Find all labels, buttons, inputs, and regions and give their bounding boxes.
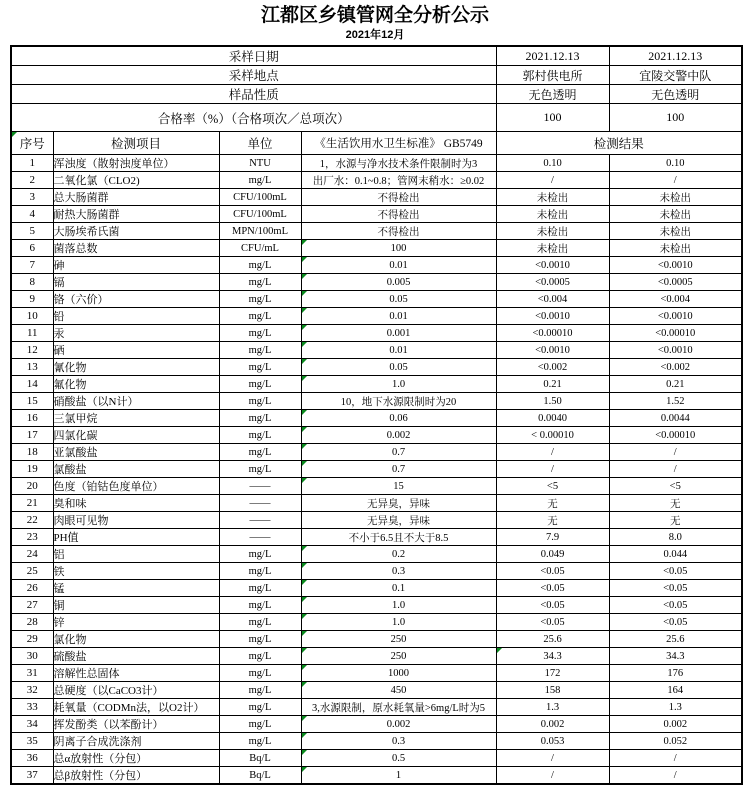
result-sample-2-cell: 无 (609, 495, 742, 512)
table-row (11, 223, 742, 240)
result-sample-2-cell: 8.0 (609, 529, 742, 546)
row-index-cell: 22 (11, 512, 53, 529)
test-item-cell: 溶解性总固体 (53, 665, 219, 682)
result-sample-2-cell: <0.0010 (609, 257, 742, 274)
test-item-cell: 氯化物 (53, 631, 219, 648)
result-sample-2-cell: <0.002 (609, 359, 742, 376)
standard-limit-cell: 10，地下水源限制时为20 (301, 393, 496, 410)
row-index-cell: 11 (11, 325, 53, 342)
result-sample-2-cell: 0.052 (609, 733, 742, 750)
test-item-cell: 汞 (53, 325, 219, 342)
result-sample-2-cell: / (609, 767, 742, 785)
standard-limit-cell: 0.01 (301, 257, 496, 274)
test-item-cell: 铁 (53, 563, 219, 580)
result-sample-1-cell: 0.049 (496, 546, 609, 563)
test-item-cell: 锌 (53, 614, 219, 631)
row-index-cell: 19 (11, 461, 53, 478)
unit-cell: mg/L (219, 682, 301, 699)
test-item-cell: 二氧化氯（CLO2) (53, 172, 219, 189)
table-row (11, 444, 742, 461)
sampling-date-label: 采样日期 (11, 46, 496, 66)
sample-nature-sample-1: 无色透明 (496, 85, 609, 104)
table-row (11, 580, 742, 597)
result-sample-2-cell: <0.05 (609, 580, 742, 597)
standard-limit-cell: 0.05 (301, 359, 496, 376)
result-sample-2-cell: <0.05 (609, 614, 742, 631)
sampling-date-row (11, 46, 742, 66)
result-sample-2-cell: <5 (609, 478, 742, 495)
test-item-cell: 硝酸盐（以N计） (53, 393, 219, 410)
table-row (11, 325, 742, 342)
page-title: 江都区乡镇管网全分析公示 (260, 5, 489, 26)
result-sample-2-cell: <0.004 (609, 291, 742, 308)
result-sample-1-cell: 158 (496, 682, 609, 699)
test-item-cell: 总α放射性（分包） (53, 750, 219, 767)
standard-limit-cell: 不得检出 (301, 223, 496, 240)
test-item-cell: 总β放射性（分包） (53, 767, 219, 785)
test-item-cell: 臭和味 (53, 495, 219, 512)
table-row (11, 410, 742, 427)
standard-limit-cell: 0.01 (301, 308, 496, 325)
row-index-cell: 9 (11, 291, 53, 308)
result-sample-2-cell: 25.6 (609, 631, 742, 648)
result-sample-1-cell: <0.00010 (496, 325, 609, 342)
test-item-cell: 色度（铂钴色度单位） (53, 478, 219, 495)
row-index-cell: 1 (11, 155, 53, 172)
unit-cell: CFU/100mL (219, 206, 301, 223)
unit-cell: mg/L (219, 648, 301, 665)
table-row (11, 631, 742, 648)
row-index-cell: 3 (11, 189, 53, 206)
unit-cell: Bq/L (219, 767, 301, 785)
result-sample-1-cell: 未检出 (496, 189, 609, 206)
standard-limit-cell: 450 (301, 682, 496, 699)
standard-limit-cell: 无异臭，异味 (301, 512, 496, 529)
unit-cell: mg/L (219, 444, 301, 461)
standard-limit-cell: 1000 (301, 665, 496, 682)
result-sample-1-cell: 未检出 (496, 223, 609, 240)
unit-cell: mg/L (219, 308, 301, 325)
standard-limit-cell: 250 (301, 648, 496, 665)
result-sample-2-cell: 未检出 (609, 240, 742, 257)
table-row (11, 189, 742, 206)
unit-cell: mg/L (219, 257, 301, 274)
standard-limit-cell: 1.0 (301, 597, 496, 614)
standard-limit-cell: 0.01 (301, 342, 496, 359)
sampling-location-row (11, 66, 742, 85)
table-row (11, 614, 742, 631)
table-row (11, 240, 742, 257)
row-index-cell: 2 (11, 172, 53, 189)
result-sample-1-cell: < 0.00010 (496, 427, 609, 444)
result-sample-2-cell: 1.52 (609, 393, 742, 410)
row-index-cell: 32 (11, 682, 53, 699)
standard-limit-cell: 0.002 (301, 716, 496, 733)
result-sample-1-cell: 34.3 (496, 648, 609, 665)
result-sample-2-cell: / (609, 444, 742, 461)
row-index-cell: 21 (11, 495, 53, 512)
result-sample-1-cell: 1.50 (496, 393, 609, 410)
standard-limit-cell: 0.001 (301, 325, 496, 342)
result-sample-2-cell: / (609, 461, 742, 478)
unit-cell: mg/L (219, 342, 301, 359)
standard-limit-cell: 0.3 (301, 563, 496, 580)
standard-limit-cell: 0.7 (301, 444, 496, 461)
result-sample-1-cell: 未检出 (496, 240, 609, 257)
result-sample-1-cell: 1.3 (496, 699, 609, 716)
row-index-cell: 12 (11, 342, 53, 359)
result-sample-2-cell: <0.05 (609, 597, 742, 614)
unit-cell: mg/L (219, 172, 301, 189)
test-item-cell: 总大肠菌群 (53, 189, 219, 206)
test-item-cell: 大肠埃希氏菌 (53, 223, 219, 240)
table-row (11, 461, 742, 478)
sampling-location-sample-2: 宜陵交警中队 (609, 66, 742, 85)
test-item-cell: 铝 (53, 546, 219, 563)
result-sample-1-cell: / (496, 767, 609, 785)
page-subtitle: 2021年12月 (345, 29, 405, 41)
table-row (11, 274, 742, 291)
result-sample-1-cell: <0.0005 (496, 274, 609, 291)
row-index-cell: 7 (11, 257, 53, 274)
result-sample-1-cell: <5 (496, 478, 609, 495)
test-item-cell: 四氯化碳 (53, 427, 219, 444)
row-index-cell: 24 (11, 546, 53, 563)
result-sample-2-cell: <0.00010 (609, 427, 742, 444)
table-row (11, 665, 742, 682)
unit-cell: mg/L (219, 393, 301, 410)
table-row (11, 376, 742, 393)
standard-limit-cell: 不得检出 (301, 189, 496, 206)
test-item-cell: 氰化物 (53, 359, 219, 376)
unit-cell: CFU/mL (219, 240, 301, 257)
result-sample-1-cell: <0.0010 (496, 342, 609, 359)
table-row (11, 716, 742, 733)
unit-cell: mg/L (219, 427, 301, 444)
col-header-item: 检测项目 (53, 132, 219, 155)
row-index-cell: 35 (11, 733, 53, 750)
result-sample-1-cell: <0.0010 (496, 257, 609, 274)
result-sample-1-cell: <0.0010 (496, 308, 609, 325)
table-row (11, 172, 742, 189)
pass-rate-label: 合格率（%）（合格项次／总项次） (11, 104, 496, 132)
standard-limit-cell: 0.5 (301, 750, 496, 767)
row-index-cell: 33 (11, 699, 53, 716)
standard-limit-cell: 0.7 (301, 461, 496, 478)
result-sample-1-cell: 172 (496, 665, 609, 682)
unit-cell: MPN/100mL (219, 223, 301, 240)
pass-rate-sample-2: 100 (609, 104, 742, 132)
row-index-cell: 34 (11, 716, 53, 733)
result-sample-2-cell: <0.0010 (609, 342, 742, 359)
result-sample-2-cell: 无 (609, 512, 742, 529)
test-item-cell: 氟化物 (53, 376, 219, 393)
test-item-cell: PH值 (53, 529, 219, 546)
result-sample-1-cell: / (496, 444, 609, 461)
row-index-cell: 20 (11, 478, 53, 495)
result-sample-2-cell: 1.3 (609, 699, 742, 716)
standard-limit-cell: 0.005 (301, 274, 496, 291)
test-item-cell: 总硬度（以CaCO3计） (53, 682, 219, 699)
table-row (11, 733, 742, 750)
row-index-cell: 29 (11, 631, 53, 648)
unit-cell: —— (219, 478, 301, 495)
row-index-cell: 30 (11, 648, 53, 665)
row-index-cell: 31 (11, 665, 53, 682)
test-item-cell: 三氯甲烷 (53, 410, 219, 427)
result-sample-1-cell: 0.10 (496, 155, 609, 172)
unit-cell: —— (219, 495, 301, 512)
unit-cell: NTU (219, 155, 301, 172)
result-sample-1-cell: / (496, 461, 609, 478)
unit-cell: mg/L (219, 716, 301, 733)
column-header-row (11, 132, 742, 155)
result-sample-1-cell: <0.05 (496, 580, 609, 597)
result-sample-1-cell: <0.05 (496, 597, 609, 614)
row-index-cell: 37 (11, 767, 53, 785)
table-row (11, 393, 742, 410)
standard-limit-cell: 0.05 (301, 291, 496, 308)
unit-cell: mg/L (219, 359, 301, 376)
standard-limit-cell: 0.1 (301, 580, 496, 597)
row-index-cell: 26 (11, 580, 53, 597)
table-row (11, 597, 742, 614)
standard-limit-cell: 无异臭，异味 (301, 495, 496, 512)
result-sample-1-cell: 未检出 (496, 206, 609, 223)
test-item-cell: 砷 (53, 257, 219, 274)
result-sample-2-cell: / (609, 172, 742, 189)
test-item-cell: 氯酸盐 (53, 461, 219, 478)
standard-limit-cell: 出厂水：0.1~0.8；管网末稍水：≥0.02 (301, 172, 496, 189)
table-row (11, 257, 742, 274)
result-sample-2-cell: 0.21 (609, 376, 742, 393)
standard-limit-cell: 0.002 (301, 427, 496, 444)
standard-limit-cell: 100 (301, 240, 496, 257)
standard-limit-cell: 15 (301, 478, 496, 495)
test-item-cell: 硒 (53, 342, 219, 359)
result-sample-1-cell: <0.05 (496, 563, 609, 580)
result-sample-1-cell: / (496, 750, 609, 767)
standard-limit-cell: 3,水源限制，原水耗氧量>6mg/L时为5 (301, 699, 496, 716)
table-row (11, 699, 742, 716)
unit-cell: mg/L (219, 291, 301, 308)
result-sample-2-cell: <0.05 (609, 563, 742, 580)
table-row (11, 427, 742, 444)
unit-cell: mg/L (219, 614, 301, 631)
row-index-cell: 13 (11, 359, 53, 376)
unit-cell: mg/L (219, 733, 301, 750)
standard-limit-cell: 不小于6.5且不大于8.5 (301, 529, 496, 546)
table-row (11, 291, 742, 308)
unit-cell: mg/L (219, 274, 301, 291)
unit-cell: CFU/100mL (219, 189, 301, 206)
pass-rate-sample-1: 100 (496, 104, 609, 132)
result-sample-2-cell: 0.002 (609, 716, 742, 733)
result-sample-1-cell: 0.0040 (496, 410, 609, 427)
unit-cell: mg/L (219, 325, 301, 342)
results-tbody (11, 155, 742, 785)
result-sample-1-cell: 无 (496, 512, 609, 529)
unit-cell: mg/L (219, 631, 301, 648)
result-sample-1-cell: 0.002 (496, 716, 609, 733)
table-row (11, 563, 742, 580)
col-header-result: 检测结果 (496, 132, 742, 155)
unit-cell: mg/L (219, 597, 301, 614)
test-item-cell: 挥发酚类（以苯酚计） (53, 716, 219, 733)
table-row (11, 682, 742, 699)
result-sample-2-cell: 34.3 (609, 648, 742, 665)
result-sample-1-cell: 无 (496, 495, 609, 512)
row-index-cell: 5 (11, 223, 53, 240)
table-row (11, 750, 742, 767)
result-sample-2-cell: <0.0010 (609, 308, 742, 325)
table-row (11, 546, 742, 563)
test-item-cell: 阴离子合成洗涤剂 (53, 733, 219, 750)
row-index-cell: 8 (11, 274, 53, 291)
table-row (11, 206, 742, 223)
result-sample-1-cell: <0.004 (496, 291, 609, 308)
unit-cell: mg/L (219, 699, 301, 716)
sampling-location-label: 采样地点 (11, 66, 496, 85)
table-row (11, 342, 742, 359)
row-index-cell: 16 (11, 410, 53, 427)
table-row (11, 308, 742, 325)
unit-cell: mg/L (219, 580, 301, 597)
col-header-no: 序号 (11, 132, 53, 155)
table-row (11, 767, 742, 785)
test-item-cell: 菌落总数 (53, 240, 219, 257)
result-sample-2-cell: <0.00010 (609, 325, 742, 342)
unit-cell: Bq/L (219, 750, 301, 767)
test-item-cell: 耗氧量（CODMn法，以O2计） (53, 699, 219, 716)
test-item-cell: 铬（六价） (53, 291, 219, 308)
result-sample-2-cell: / (609, 750, 742, 767)
test-item-cell: 锰 (53, 580, 219, 597)
standard-limit-cell: 1 (301, 767, 496, 785)
test-item-cell: 铅 (53, 308, 219, 325)
result-sample-2-cell: 未检出 (609, 223, 742, 240)
unit-cell: mg/L (219, 546, 301, 563)
result-sample-1-cell: / (496, 172, 609, 189)
result-sample-2-cell: 未检出 (609, 206, 742, 223)
test-item-cell: 铜 (53, 597, 219, 614)
unit-cell: mg/L (219, 665, 301, 682)
result-sample-1-cell: 0.21 (496, 376, 609, 393)
standard-limit-cell: 不得检出 (301, 206, 496, 223)
row-index-cell: 25 (11, 563, 53, 580)
row-index-cell: 18 (11, 444, 53, 461)
table-row (11, 495, 742, 512)
col-header-unit: 单位 (219, 132, 301, 155)
standard-limit-cell: 1，水源与净水技术条件限制时为3 (301, 155, 496, 172)
standard-limit-cell: 0.3 (301, 733, 496, 750)
sampling-location-sample-1: 郭村供电所 (496, 66, 609, 85)
row-index-cell: 4 (11, 206, 53, 223)
standard-limit-cell: 0.06 (301, 410, 496, 427)
test-item-cell: 亚氯酸盐 (53, 444, 219, 461)
test-item-cell: 耐热大肠菌群 (53, 206, 219, 223)
result-sample-2-cell: 0.044 (609, 546, 742, 563)
row-index-cell: 28 (11, 614, 53, 631)
row-index-cell: 14 (11, 376, 53, 393)
row-index-cell: 15 (11, 393, 53, 410)
standard-limit-cell: 0.2 (301, 546, 496, 563)
result-sample-2-cell: 0.0044 (609, 410, 742, 427)
analysis-table (10, 45, 743, 785)
unit-cell: —— (219, 512, 301, 529)
row-index-cell: 27 (11, 597, 53, 614)
row-index-cell: 36 (11, 750, 53, 767)
table-row (11, 359, 742, 376)
row-index-cell: 17 (11, 427, 53, 444)
unit-cell: mg/L (219, 563, 301, 580)
unit-cell: mg/L (219, 376, 301, 393)
result-sample-1-cell: 25.6 (496, 631, 609, 648)
result-sample-1-cell: 0.053 (496, 733, 609, 750)
row-index-cell: 10 (11, 308, 53, 325)
result-sample-2-cell: <0.0005 (609, 274, 742, 291)
sample-nature-row (11, 85, 742, 104)
result-sample-1-cell: 7.9 (496, 529, 609, 546)
table-row (11, 512, 742, 529)
table-row (11, 478, 742, 495)
test-item-cell: 浑浊度（散射浊度单位） (53, 155, 219, 172)
table-row (11, 155, 742, 172)
result-sample-2-cell: 未检出 (609, 189, 742, 206)
unit-cell: mg/L (219, 461, 301, 478)
sample-nature-sample-2: 无色透明 (609, 85, 742, 104)
sampling-date-sample-2: 2021.12.13 (609, 46, 742, 66)
sampling-date-sample-1: 2021.12.13 (496, 46, 609, 66)
standard-limit-cell: 250 (301, 631, 496, 648)
result-sample-2-cell: 0.10 (609, 155, 742, 172)
test-item-cell: 硫酸盐 (53, 648, 219, 665)
table-row (11, 529, 742, 546)
unit-cell: —— (219, 529, 301, 546)
test-item-cell: 镉 (53, 274, 219, 291)
result-sample-1-cell: <0.002 (496, 359, 609, 376)
result-sample-1-cell: <0.05 (496, 614, 609, 631)
table-row (11, 648, 742, 665)
col-header-standard: 《生活饮用水卫生标准》 GB5749 (301, 132, 496, 155)
row-index-cell: 23 (11, 529, 53, 546)
standard-limit-cell: 1.0 (301, 376, 496, 393)
pass-rate-row (11, 104, 742, 132)
result-sample-2-cell: 164 (609, 682, 742, 699)
test-item-cell: 肉眼可见物 (53, 512, 219, 529)
row-index-cell: 6 (11, 240, 53, 257)
sample-nature-label: 样品性质 (11, 85, 496, 104)
standard-limit-cell: 1.0 (301, 614, 496, 631)
unit-cell: mg/L (219, 410, 301, 427)
result-sample-2-cell: 176 (609, 665, 742, 682)
